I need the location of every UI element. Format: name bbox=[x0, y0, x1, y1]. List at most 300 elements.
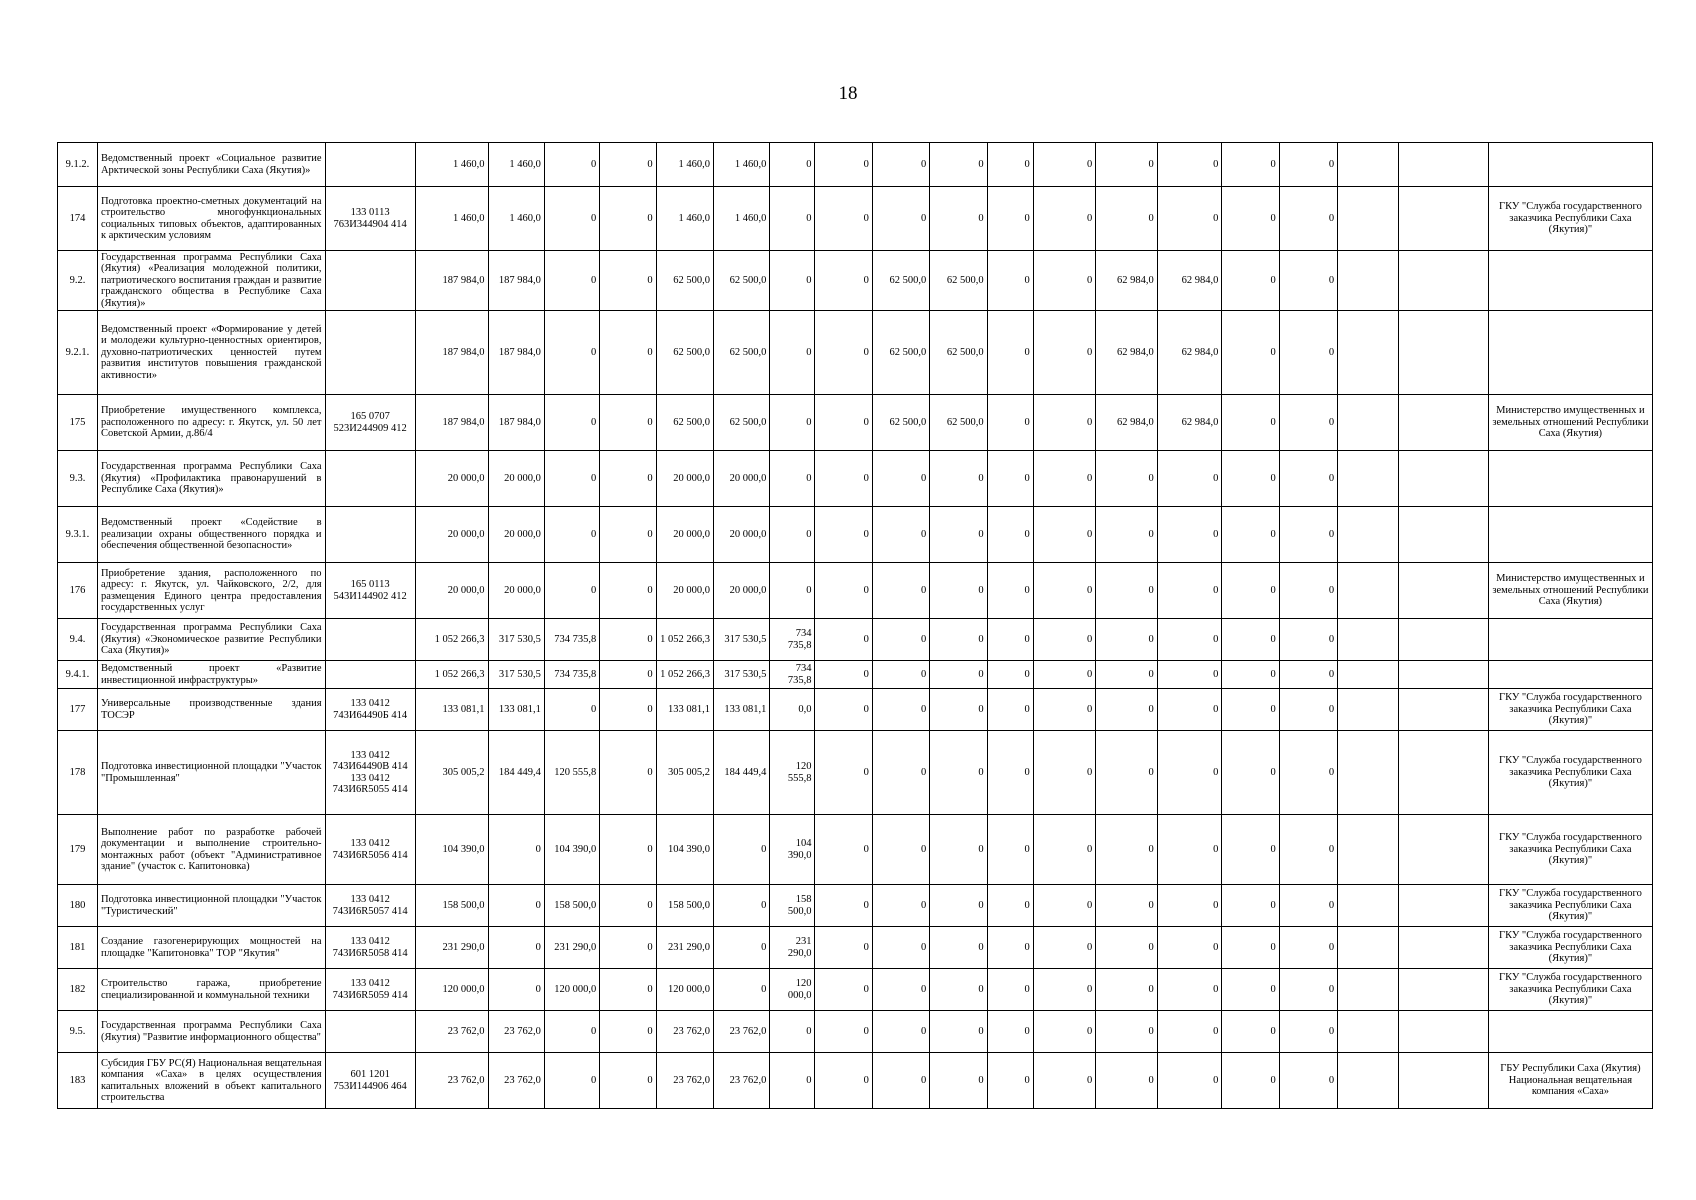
value-cell: 0,0 bbox=[770, 689, 815, 731]
value-cell bbox=[1338, 187, 1398, 251]
value-cell: 62 500,0 bbox=[872, 251, 929, 311]
row-number-cell: 9.4.1. bbox=[58, 661, 98, 689]
value-cell: 0 bbox=[1279, 689, 1337, 731]
value-cell: 0 bbox=[987, 661, 1033, 689]
value-cell: 0 bbox=[815, 507, 872, 563]
value-cell: 0 bbox=[987, 885, 1033, 927]
value-cell: 0 bbox=[600, 731, 656, 815]
value-cell: 0 bbox=[1222, 661, 1279, 689]
executor-cell: ГКУ "Служба государственного заказчика Республики Саха (Якутия)" bbox=[1488, 731, 1652, 815]
value-cell: 0 bbox=[1157, 815, 1222, 885]
value-cell: 0 bbox=[600, 885, 656, 927]
value-cell: 0 bbox=[872, 1053, 929, 1109]
row-number-cell: 9.1.2. bbox=[58, 143, 98, 187]
executor-cell bbox=[1488, 311, 1652, 395]
table-row bbox=[58, 731, 1653, 815]
value-cell bbox=[1338, 451, 1398, 507]
value-cell: 62 500,0 bbox=[656, 251, 713, 311]
row-number-cell: 174 bbox=[58, 187, 98, 251]
executor-cell: ГКУ "Служба государственного заказчика Республики Саха (Якутия)" bbox=[1488, 815, 1652, 885]
value-cell bbox=[1338, 311, 1398, 395]
table-row bbox=[58, 395, 1653, 451]
value-cell: 0 bbox=[713, 927, 769, 969]
value-cell: 187 984,0 bbox=[415, 311, 488, 395]
value-cell: 0 bbox=[1279, 885, 1337, 927]
value-cell: 0 bbox=[1096, 689, 1158, 731]
executor-cell bbox=[1488, 251, 1652, 311]
row-name-cell: Приобретение имущественного комплекса, расположенного по адресу: г. Якутск, ул. 50 лет Советской Армии, д.86/4 bbox=[97, 395, 325, 451]
value-cell: 0 bbox=[1157, 563, 1222, 619]
value-cell: 20 000,0 bbox=[415, 563, 488, 619]
row-name-cell: Выполнение работ по разработке рабочей документации и выполнение строительно-монтажных работ (объект "Административное здание" (участок с. Капитоновка) bbox=[97, 815, 325, 885]
row-name-cell: Государственная программа Республики Саха (Якутия) «Экономическое развитие Республики Саха (Якутия)» bbox=[97, 619, 325, 661]
value-cell bbox=[1398, 969, 1488, 1011]
value-cell: 317 530,5 bbox=[488, 619, 544, 661]
value-cell: 0 bbox=[930, 689, 987, 731]
value-cell: 0 bbox=[1279, 815, 1337, 885]
value-cell: 0 bbox=[1033, 815, 1096, 885]
value-cell: 62 984,0 bbox=[1157, 395, 1222, 451]
value-cell: 0 bbox=[930, 815, 987, 885]
value-cell: 184 449,4 bbox=[713, 731, 769, 815]
value-cell: 1 052 266,3 bbox=[656, 661, 713, 689]
value-cell: 133 081,1 bbox=[713, 689, 769, 731]
executor-cell: ГКУ "Служба государственного заказчика Республики Саха (Якутия)" bbox=[1488, 885, 1652, 927]
value-cell: 0 bbox=[815, 885, 872, 927]
budget-code-cell: 133 0412 743И6R5056 414 bbox=[325, 815, 415, 885]
row-name-cell: Ведомственный проект «Развитие инвестиционной инфраструктуры» bbox=[97, 661, 325, 689]
executor-cell bbox=[1488, 619, 1652, 661]
row-name-cell: Государственная программа Республики Саха (Якутия) «Профилактика правонарушений в Республике Саха (Якутия)» bbox=[97, 451, 325, 507]
budget-code-cell: 133 0412 743И6R5058 414 bbox=[325, 927, 415, 969]
budget-code-cell bbox=[325, 1011, 415, 1053]
value-cell: 0 bbox=[815, 251, 872, 311]
value-cell bbox=[1398, 927, 1488, 969]
value-cell: 62 500,0 bbox=[872, 395, 929, 451]
row-number-cell: 177 bbox=[58, 689, 98, 731]
value-cell: 62 500,0 bbox=[656, 395, 713, 451]
value-cell: 0 bbox=[872, 507, 929, 563]
value-cell: 0 bbox=[600, 815, 656, 885]
value-cell: 0 bbox=[1222, 311, 1279, 395]
row-number-cell: 180 bbox=[58, 885, 98, 927]
value-cell: 1 460,0 bbox=[415, 143, 488, 187]
value-cell bbox=[1338, 563, 1398, 619]
row-name-cell: Субсидия ГБУ РС(Я) Национальная вещательная компания «Саха» в целях осуществления капитальных вложений в объект капитального строительства bbox=[97, 1053, 325, 1109]
row-number-cell: 182 bbox=[58, 969, 98, 1011]
value-cell: 0 bbox=[1033, 311, 1096, 395]
value-cell: 62 500,0 bbox=[713, 395, 769, 451]
row-number-cell: 181 bbox=[58, 927, 98, 969]
value-cell: 0 bbox=[600, 395, 656, 451]
value-cell: 0 bbox=[1096, 927, 1158, 969]
value-cell: 0 bbox=[1033, 395, 1096, 451]
table-row bbox=[58, 1053, 1653, 1109]
value-cell: 158 500,0 bbox=[770, 885, 815, 927]
value-cell: 0 bbox=[544, 563, 599, 619]
value-cell: 0 bbox=[713, 969, 769, 1011]
value-cell: 0 bbox=[1222, 619, 1279, 661]
table-row bbox=[58, 885, 1653, 927]
value-cell: 0 bbox=[930, 969, 987, 1011]
value-cell: 0 bbox=[1033, 885, 1096, 927]
value-cell: 0 bbox=[770, 563, 815, 619]
value-cell: 20 000,0 bbox=[656, 451, 713, 507]
value-cell: 23 762,0 bbox=[415, 1053, 488, 1109]
value-cell: 0 bbox=[1096, 661, 1158, 689]
row-number-cell: 176 bbox=[58, 563, 98, 619]
value-cell: 0 bbox=[987, 969, 1033, 1011]
table-row bbox=[58, 689, 1653, 731]
value-cell: 0 bbox=[872, 927, 929, 969]
value-cell: 23 762,0 bbox=[656, 1011, 713, 1053]
table-row bbox=[58, 187, 1653, 251]
value-cell: 20 000,0 bbox=[656, 507, 713, 563]
value-cell: 1 052 266,3 bbox=[656, 619, 713, 661]
value-cell bbox=[1398, 143, 1488, 187]
value-cell: 0 bbox=[815, 451, 872, 507]
value-cell: 0 bbox=[1279, 507, 1337, 563]
table-row bbox=[58, 311, 1653, 395]
value-cell: 231 290,0 bbox=[544, 927, 599, 969]
value-cell: 0 bbox=[815, 927, 872, 969]
value-cell: 0 bbox=[1033, 969, 1096, 1011]
value-cell: 0 bbox=[872, 187, 929, 251]
value-cell: 0 bbox=[713, 885, 769, 927]
value-cell: 0 bbox=[930, 731, 987, 815]
value-cell: 0 bbox=[770, 451, 815, 507]
row-number-cell: 178 bbox=[58, 731, 98, 815]
value-cell: 0 bbox=[987, 311, 1033, 395]
value-cell bbox=[1338, 731, 1398, 815]
value-cell: 23 762,0 bbox=[713, 1053, 769, 1109]
value-cell: 0 bbox=[987, 815, 1033, 885]
value-cell: 0 bbox=[987, 563, 1033, 619]
value-cell: 0 bbox=[872, 731, 929, 815]
value-cell: 0 bbox=[1279, 1053, 1337, 1109]
value-cell: 0 bbox=[544, 689, 599, 731]
value-cell: 0 bbox=[488, 815, 544, 885]
value-cell: 0 bbox=[1033, 187, 1096, 251]
row-number-cell: 179 bbox=[58, 815, 98, 885]
value-cell: 1 052 266,3 bbox=[415, 661, 488, 689]
value-cell: 231 290,0 bbox=[656, 927, 713, 969]
executor-cell: ГКУ "Служба государственного заказчика Республики Саха (Якутия)" bbox=[1488, 689, 1652, 731]
value-cell: 0 bbox=[713, 815, 769, 885]
row-name-cell: Приобретение здания, расположенного по адресу: г. Якутск, ул. Чайковского, 2/2, для размещения Единого центра предоставления государственных услуг bbox=[97, 563, 325, 619]
value-cell: 0 bbox=[1222, 187, 1279, 251]
value-cell: 0 bbox=[987, 619, 1033, 661]
value-cell: 0 bbox=[815, 143, 872, 187]
value-cell: 120 000,0 bbox=[415, 969, 488, 1011]
value-cell bbox=[1398, 619, 1488, 661]
value-cell bbox=[1338, 507, 1398, 563]
executor-cell bbox=[1488, 143, 1652, 187]
value-cell: 104 390,0 bbox=[415, 815, 488, 885]
value-cell: 0 bbox=[815, 563, 872, 619]
executor-cell: ГКУ "Служба государственного заказчика Республики Саха (Якутия)" bbox=[1488, 969, 1652, 1011]
value-cell: 62 984,0 bbox=[1157, 311, 1222, 395]
row-name-cell: Подготовка проектно-сметных документаций на строительство многофункциональных социальных типовых объектов, адаптированных к арктическим условиям bbox=[97, 187, 325, 251]
executor-cell bbox=[1488, 661, 1652, 689]
value-cell: 0 bbox=[930, 143, 987, 187]
value-cell: 120 000,0 bbox=[770, 969, 815, 1011]
value-cell: 1 460,0 bbox=[488, 143, 544, 187]
value-cell: 0 bbox=[930, 563, 987, 619]
value-cell: 0 bbox=[1157, 689, 1222, 731]
value-cell: 20 000,0 bbox=[488, 507, 544, 563]
value-cell: 1 460,0 bbox=[488, 187, 544, 251]
value-cell: 734 735,8 bbox=[770, 619, 815, 661]
value-cell: 0 bbox=[987, 1053, 1033, 1109]
row-name-cell: Создание газогенерирующих мощностей на площадке "Капитоновка" ТОР "Якутия" bbox=[97, 927, 325, 969]
value-cell: 0 bbox=[1157, 731, 1222, 815]
value-cell: 0 bbox=[1157, 451, 1222, 507]
value-cell: 0 bbox=[600, 507, 656, 563]
value-cell: 0 bbox=[1222, 395, 1279, 451]
value-cell bbox=[1338, 815, 1398, 885]
row-number-cell: 183 bbox=[58, 1053, 98, 1109]
executor-cell: Министерство имущественных и земельных отношений Республики Саха (Якутия) bbox=[1488, 563, 1652, 619]
value-cell: 0 bbox=[815, 311, 872, 395]
value-cell: 120 555,8 bbox=[544, 731, 599, 815]
value-cell: 0 bbox=[1096, 1011, 1158, 1053]
table-row bbox=[58, 143, 1653, 187]
table-row bbox=[58, 507, 1653, 563]
row-number-cell: 9.2. bbox=[58, 251, 98, 311]
value-cell: 0 bbox=[1222, 927, 1279, 969]
value-cell bbox=[1338, 969, 1398, 1011]
value-cell: 0 bbox=[930, 661, 987, 689]
value-cell: 0 bbox=[1096, 731, 1158, 815]
value-cell: 0 bbox=[930, 885, 987, 927]
value-cell: 0 bbox=[987, 689, 1033, 731]
row-number-cell: 9.3.1. bbox=[58, 507, 98, 563]
value-cell: 20 000,0 bbox=[713, 507, 769, 563]
value-cell: 187 984,0 bbox=[488, 395, 544, 451]
value-cell: 23 762,0 bbox=[488, 1053, 544, 1109]
budget-code-cell: 133 0412 743И64490Б 414 bbox=[325, 689, 415, 731]
row-name-cell: Ведомственный проект «Социальное развитие Арктической зоны Республики Саха (Якутия)» bbox=[97, 143, 325, 187]
value-cell: 62 500,0 bbox=[872, 311, 929, 395]
value-cell: 0 bbox=[1033, 619, 1096, 661]
value-cell: 0 bbox=[770, 1011, 815, 1053]
value-cell: 0 bbox=[815, 731, 872, 815]
value-cell bbox=[1338, 395, 1398, 451]
value-cell: 0 bbox=[544, 251, 599, 311]
value-cell: 62 500,0 bbox=[713, 311, 769, 395]
value-cell: 23 762,0 bbox=[656, 1053, 713, 1109]
value-cell bbox=[1338, 1011, 1398, 1053]
value-cell: 0 bbox=[1096, 619, 1158, 661]
value-cell: 158 500,0 bbox=[544, 885, 599, 927]
value-cell: 0 bbox=[488, 969, 544, 1011]
executor-cell: ГБУ Республики Саха (Якутия) Национальная вещательная компания «Саха» bbox=[1488, 1053, 1652, 1109]
value-cell: 0 bbox=[1157, 1053, 1222, 1109]
executor-cell bbox=[1488, 451, 1652, 507]
value-cell: 231 290,0 bbox=[415, 927, 488, 969]
value-cell: 133 081,1 bbox=[488, 689, 544, 731]
value-cell: 0 bbox=[544, 311, 599, 395]
value-cell: 0 bbox=[1279, 143, 1337, 187]
value-cell: 0 bbox=[1096, 187, 1158, 251]
budget-code-cell: 601 1201 753И144906 464 bbox=[325, 1053, 415, 1109]
value-cell: 0 bbox=[1096, 815, 1158, 885]
row-number-cell: 9.4. bbox=[58, 619, 98, 661]
value-cell: 0 bbox=[1096, 969, 1158, 1011]
value-cell: 1 460,0 bbox=[415, 187, 488, 251]
budget-code-cell: 133 0412 743И64490В 414 133 0412 743И6R5055 414 bbox=[325, 731, 415, 815]
table-row bbox=[58, 563, 1653, 619]
value-cell: 0 bbox=[815, 187, 872, 251]
value-cell bbox=[1338, 143, 1398, 187]
value-cell bbox=[1338, 927, 1398, 969]
value-cell bbox=[1398, 661, 1488, 689]
row-number-cell: 175 bbox=[58, 395, 98, 451]
value-cell: 158 500,0 bbox=[656, 885, 713, 927]
value-cell: 20 000,0 bbox=[415, 451, 488, 507]
executor-cell: ГКУ "Служба государственного заказчика Республики Саха (Якутия)" bbox=[1488, 927, 1652, 969]
value-cell: 62 500,0 bbox=[713, 251, 769, 311]
value-cell: 0 bbox=[872, 815, 929, 885]
table-row bbox=[58, 1011, 1653, 1053]
value-cell: 184 449,4 bbox=[488, 731, 544, 815]
value-cell: 0 bbox=[1222, 969, 1279, 1011]
value-cell: 0 bbox=[1222, 689, 1279, 731]
value-cell: 0 bbox=[544, 1011, 599, 1053]
value-cell: 0 bbox=[1033, 927, 1096, 969]
value-cell: 734 735,8 bbox=[770, 661, 815, 689]
value-cell bbox=[1398, 1053, 1488, 1109]
value-cell: 231 290,0 bbox=[770, 927, 815, 969]
value-cell: 0 bbox=[1033, 661, 1096, 689]
value-cell: 0 bbox=[987, 251, 1033, 311]
value-cell: 62 984,0 bbox=[1096, 311, 1158, 395]
value-cell: 120 000,0 bbox=[544, 969, 599, 1011]
value-cell: 0 bbox=[987, 143, 1033, 187]
value-cell: 0 bbox=[930, 507, 987, 563]
table-row bbox=[58, 969, 1653, 1011]
value-cell bbox=[1338, 1053, 1398, 1109]
table-row bbox=[58, 451, 1653, 507]
value-cell: 133 081,1 bbox=[656, 689, 713, 731]
value-cell: 0 bbox=[815, 661, 872, 689]
value-cell: 0 bbox=[1033, 143, 1096, 187]
value-cell: 734 735,8 bbox=[544, 619, 599, 661]
value-cell: 0 bbox=[987, 1011, 1033, 1053]
executor-cell: Министерство имущественных и земельных отношений Республики Саха (Якутия) bbox=[1488, 395, 1652, 451]
value-cell: 0 bbox=[600, 251, 656, 311]
value-cell: 0 bbox=[872, 969, 929, 1011]
value-cell: 0 bbox=[815, 1011, 872, 1053]
value-cell: 0 bbox=[770, 311, 815, 395]
value-cell: 1 460,0 bbox=[713, 143, 769, 187]
value-cell: 133 081,1 bbox=[415, 689, 488, 731]
row-number-cell: 9.3. bbox=[58, 451, 98, 507]
value-cell: 187 984,0 bbox=[488, 251, 544, 311]
value-cell: 0 bbox=[544, 451, 599, 507]
value-cell: 62 984,0 bbox=[1096, 395, 1158, 451]
row-name-cell: Ведомственный проект «Содействие в реализации охраны общественного порядка и обеспечения общественной безопасности» bbox=[97, 507, 325, 563]
row-name-cell: Универсальные производственные здания ТОСЭР bbox=[97, 689, 325, 731]
value-cell bbox=[1398, 507, 1488, 563]
value-cell: 0 bbox=[1096, 507, 1158, 563]
value-cell: 0 bbox=[600, 187, 656, 251]
table-row bbox=[58, 815, 1653, 885]
value-cell: 120 000,0 bbox=[656, 969, 713, 1011]
value-cell: 0 bbox=[1222, 451, 1279, 507]
value-cell: 317 530,5 bbox=[713, 661, 769, 689]
value-cell: 0 bbox=[815, 969, 872, 1011]
value-cell: 0 bbox=[1279, 731, 1337, 815]
value-cell: 0 bbox=[815, 1053, 872, 1109]
value-cell: 0 bbox=[1222, 563, 1279, 619]
value-cell: 0 bbox=[600, 311, 656, 395]
value-cell: 0 bbox=[1157, 619, 1222, 661]
value-cell: 0 bbox=[872, 1011, 929, 1053]
budget-code-cell bbox=[325, 507, 415, 563]
table-row bbox=[58, 927, 1653, 969]
row-name-cell: Ведомственный проект «Формирование у детей и молодежи культурно-ценностных ориентиров, духовно-патриотических ценностей путем развития институтов повышения гражданской активности» bbox=[97, 311, 325, 395]
value-cell: 0 bbox=[1157, 507, 1222, 563]
value-cell: 0 bbox=[872, 689, 929, 731]
value-cell bbox=[1398, 563, 1488, 619]
value-cell: 0 bbox=[1157, 143, 1222, 187]
value-cell: 187 984,0 bbox=[415, 251, 488, 311]
value-cell: 0 bbox=[987, 731, 1033, 815]
budget-code-cell bbox=[325, 251, 415, 311]
value-cell: 0 bbox=[930, 619, 987, 661]
value-cell: 0 bbox=[1279, 619, 1337, 661]
value-cell: 104 390,0 bbox=[544, 815, 599, 885]
value-cell: 0 bbox=[600, 143, 656, 187]
value-cell: 0 bbox=[1157, 969, 1222, 1011]
value-cell: 305 005,2 bbox=[656, 731, 713, 815]
value-cell: 0 bbox=[930, 451, 987, 507]
value-cell bbox=[1398, 885, 1488, 927]
value-cell: 62 984,0 bbox=[1096, 251, 1158, 311]
table-row bbox=[58, 251, 1653, 311]
budget-code-cell: 133 0113 763И344904 414 bbox=[325, 187, 415, 251]
value-cell bbox=[1338, 689, 1398, 731]
executor-cell bbox=[1488, 1011, 1652, 1053]
value-cell: 0 bbox=[600, 661, 656, 689]
value-cell: 0 bbox=[1222, 731, 1279, 815]
value-cell: 0 bbox=[1222, 143, 1279, 187]
value-cell: 0 bbox=[1157, 661, 1222, 689]
value-cell: 0 bbox=[1096, 143, 1158, 187]
value-cell: 62 500,0 bbox=[930, 395, 987, 451]
row-number-cell: 9.2.1. bbox=[58, 311, 98, 395]
value-cell: 734 735,8 bbox=[544, 661, 599, 689]
value-cell: 104 390,0 bbox=[770, 815, 815, 885]
table-row bbox=[58, 661, 1653, 689]
value-cell: 0 bbox=[1222, 1011, 1279, 1053]
value-cell: 0 bbox=[1157, 885, 1222, 927]
value-cell: 0 bbox=[872, 661, 929, 689]
value-cell: 62 500,0 bbox=[930, 311, 987, 395]
value-cell: 20 000,0 bbox=[656, 563, 713, 619]
value-cell: 0 bbox=[1096, 885, 1158, 927]
value-cell: 0 bbox=[1222, 815, 1279, 885]
value-cell bbox=[1398, 451, 1488, 507]
row-name-cell: Подготовка инвестиционной площадки "Участок "Туристический" bbox=[97, 885, 325, 927]
value-cell: 104 390,0 bbox=[656, 815, 713, 885]
value-cell: 0 bbox=[544, 395, 599, 451]
value-cell: 0 bbox=[930, 187, 987, 251]
value-cell bbox=[1338, 885, 1398, 927]
value-cell: 62 984,0 bbox=[1157, 251, 1222, 311]
